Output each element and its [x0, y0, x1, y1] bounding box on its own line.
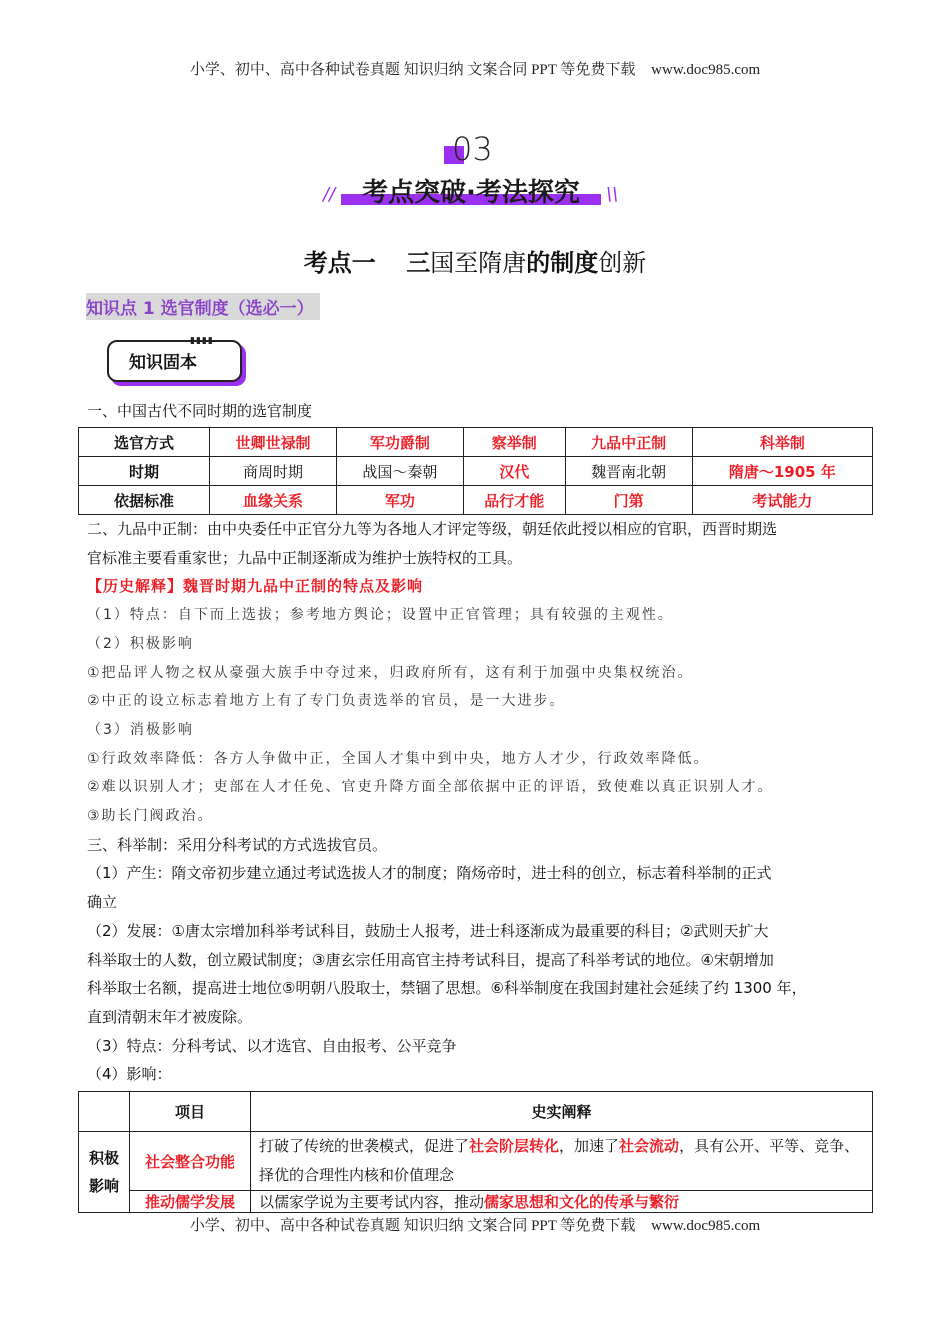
- text-line: 【历史解释】魏晋时期九品中正制的特点及影响: [87, 577, 424, 596]
- site-link[interactable]: www.doc985.com: [651, 62, 761, 78]
- slash-decoration: //: [323, 184, 336, 205]
- text-line: 科举取士的人数，创立殿试制度；③唐玄宗任用高官主持考试科目，提高了科举考试的地位。④宋朝增加: [87, 950, 774, 969]
- knowledge-point-heading: 知识点 1 选官制度（选必一）: [86, 293, 320, 320]
- text-line: （1）产生：隋文帝初步建立通过考试选拔人才的制度；隋炀帝时，进士科的创立，标志着科举制的正式: [87, 864, 772, 883]
- table-row: 依据标准 血缘关系 军功 品行才能 门第 考试能力: [79, 486, 873, 515]
- text-line: （3）消极影响: [87, 721, 194, 738]
- table-row: 选官方式 世卿世禄制 军功爵制 察举制 九品中正制 科举制: [79, 428, 873, 457]
- text-line: 确立: [87, 893, 118, 912]
- text-line: （4）影响：: [87, 1065, 172, 1084]
- table-row: 推动儒学发展 以儒家学说为主要考试内容，推动儒家思想和文化的传承与繁衍: [79, 1191, 873, 1213]
- table-row: 时期 商周时期 战国～秦朝 汉代 魏晋南北朝 隋唐～1905 年: [79, 457, 873, 486]
- text-line: 二、九品中正制：由中央委任中正官分九等为各地人才评定等级，朝廷依此授以相应的官职，西晋时期选: [87, 520, 778, 538]
- text-line: ③助长门阀政治。: [87, 808, 214, 824]
- section-title: 考点突破·考法探究: [362, 178, 580, 208]
- topic-title: 考点一 三国至隋唐的制度创新: [303, 249, 647, 277]
- table-row: 项目 史实阐释: [79, 1092, 873, 1132]
- impact-table: [78, 1091, 873, 1213]
- text-line: 官标准主要看重家世；九品中正制逐渐成为维护士族特权的工具。: [87, 548, 523, 567]
- text-line: （2）发展：①唐太宗增加科举考试科目，鼓励士人报考，进士科逐渐成为最重要的科目；②武则天扩大: [87, 921, 769, 940]
- slash-decoration: \\: [606, 184, 619, 205]
- section-number: 03: [452, 130, 493, 168]
- heading-1: 一、中国古代不同时期的选官制度: [87, 402, 313, 420]
- page-footer: 小学、初中、高中各种试卷真题 知识归纳 文案合同 PPT 等免费下载 www.doc985.com: [189, 1218, 761, 1234]
- text-line: （2）积极影响: [87, 635, 194, 652]
- text-line: ①把品评人物之权从豪强大族手中夺过来，归政府所有，这有利于加强中央集权统治。: [87, 664, 694, 681]
- page-header: 小学、初中、高中各种试卷真题 知识归纳 文案合同 PPT 等免费下载 www.doc985.com: [189, 62, 761, 78]
- text-line: 直到清朝末年才被废除。: [87, 1007, 253, 1026]
- text-line: 三、科举制：采用分科考试的方式选拔官员。: [87, 835, 388, 854]
- ring-binder-icon: ▮▮▮▮: [190, 336, 214, 346]
- text-line: ②中正的设立标志着地方上有了专门负责选举的官员，是一大进步。: [87, 693, 566, 710]
- selection-system-table: [78, 427, 873, 515]
- text-line: 科举取士名额，提高进士地位⑤明朝八股取士，禁锢了思想。⑥科举制度在我国封建社会延续了约 1300 年，: [87, 979, 807, 998]
- text-line: （3）特点：分科考试、以才选官、自由报考、公平竞争: [87, 1036, 457, 1055]
- table-row: 积极影响 社会整合功能 打破了传统的世袭模式，促进了社会阶层转化，加速了社会流动，具有公开、平等、竞争、择优的合理性内核和价值理念: [79, 1132, 873, 1191]
- text-line: ①行政效率降低：各方人争做中正，全国人才集中到中央，地方人才少，行政效率降低。: [87, 750, 710, 767]
- text-line: ②难以识别人才；吏部在人才任免、官吏升降方面全部依据中正的评语，致使难以真正识别人才。: [87, 779, 774, 796]
- knowledge-badge: 知识固本: [107, 340, 242, 382]
- text-line: （1）特点：自下而上选拔；参考地方舆论；设置中正官管理；具有较强的主观性。: [87, 607, 674, 624]
